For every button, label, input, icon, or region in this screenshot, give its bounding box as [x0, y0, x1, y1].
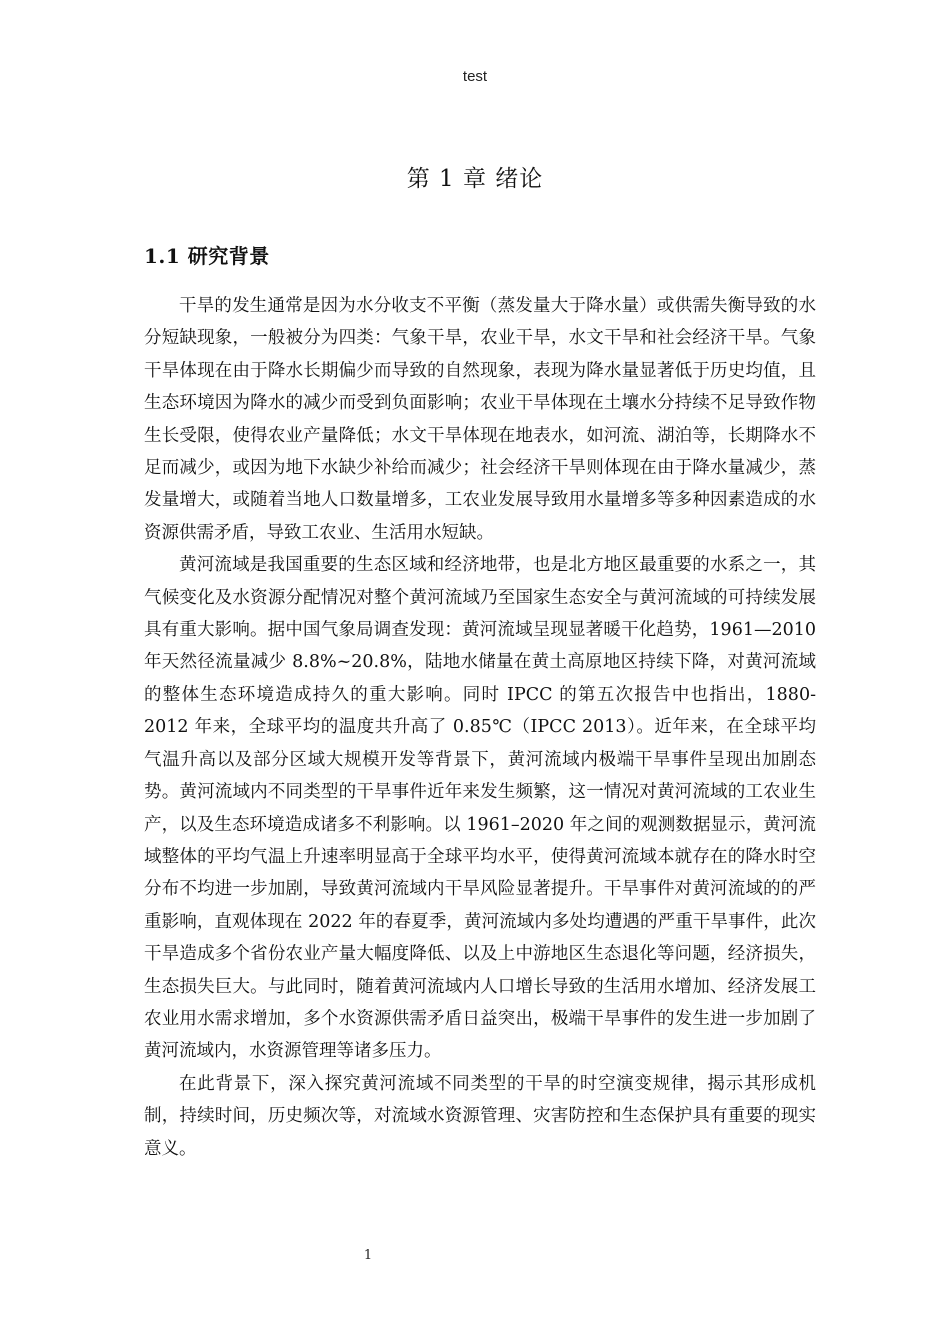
chapter-title: 第 1 章 绪论 [406, 166, 544, 192]
paragraph-significance: 在此背景下，深入探究黄河流域不同类型的干旱的时空演变规律，揭示其形成机制，持续时间，历史频次等，对流域水资源管理、灾害防控和生态保护具有重要的现实意义。 [144, 1073, 816, 1159]
paragraph-drought-types: 干旱的发生通常是因为水分收支不平衡（蒸发量大于降水量）或供需失衡导致的水分短缺现象，一般被分为四类：气象干旱，农业干旱，水文干旱和社会经济干旱。气象干旱体现在由于降水长期偏少而导致的自然现象，表现为降水量显著低于历史均值，且生态环境因为降水的减少而受到负面影响；农业干旱体现在土壤水分持续不足导致作物生长受限，使得农业产量降低；水文干旱体现在地表水，如河流、湖泊等，长期降水不足而减少，或因为地下水缺少补给而减少；社会经济干旱则体现在由于降水量减少，蒸发量增大，或随着当地人口数量增多，工农业发展导致用水量增多等多种因素造成的水资源供需矛盾，导致工农业、生活用水短缺。 [144, 296, 816, 543]
page-number: 1 [363, 1248, 373, 1263]
body-text [144, 290, 816, 1165]
page-header: test [462, 68, 488, 85]
paragraph-yellow-river: 黄河流域是我国重要的生态区域和经济地带，也是北方地区最重要的水系之一，其气候变化及水资源分配情况对整个黄河流域乃至国家生态安全与黄河流域的可持续发展具有重大影响。据中国气象局调查发现：黄河流域呈现显著暖干化趋势，1961—2010 年天然径流量减少 8.8%~20.8%，陆地水储量在黄土高原地区持续下降，对黄河流域的整体生态环境造成持久的重大影响。同时 IPCC 的第五次报告中也指出，1880-2012 年来，全球平均的温度共升高了 0.85℃（IPCC 2013）。近年来，在全球平均气温升高以及部分区域大规模开发等背景下，黄河流域内极端干旱事件呈现出加剧态势。黄河流域内不同类型的干旱事件近年来发生频繁，这一情况对黄河流域的工农业生产，以及生态环境造成诸多不利影响。以 1961–2020 年之间的观测数据显示，黄河流域整体的平均气温上升速率明显高于全球平均水平，使得黄河流域本就存在的降水时空分布不均进一步加剧，导致黄河流域内干旱风险显著提升。干旱事件对黄河流域的的严重影响，直观体现在 2022 年的春夏季，黄河流域内多处均遭遇的严重干旱事件，此次干旱造成多个省份农业产量大幅度降低、以及上中游地区生态退化等问题，经济损失，生态损失巨大。与此同时，随着黄河流域内人口增长导致的生活用水增加、经济发展工农业用水需求增加，多个水资源供需矛盾日益突出，极端干旱事件的发生进一步加剧了黄河流域内，水资源管理等诸多压力。 [144, 555, 816, 1062]
section-title: 1.1 研究背景 [144, 244, 270, 268]
